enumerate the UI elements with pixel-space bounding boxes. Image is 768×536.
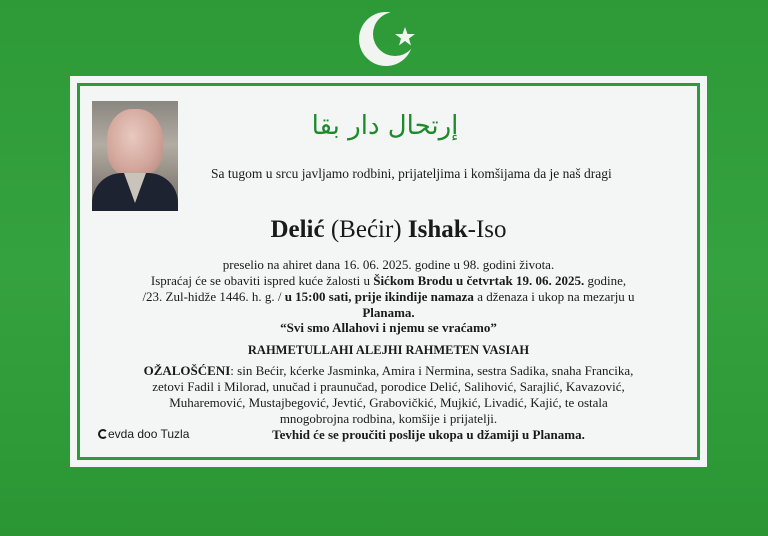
father-name: (Bećir) bbox=[330, 216, 402, 243]
intro-text: Sa tugom u srcu javljamo rodbini, prijateljima i komšijama da je naš dragi bbox=[211, 166, 612, 181]
svg-text:إرتحال دار بقا: إرتحال دار بقا bbox=[311, 111, 459, 141]
mourners-line-4: mnogobrojna rodbina, komšije i prijatelji. bbox=[279, 411, 498, 426]
burial-place: Planama. bbox=[362, 305, 415, 320]
deceased-name bbox=[70, 216, 707, 244]
nickname: -Iso bbox=[467, 216, 507, 243]
mourners-line-1: OŽALOŠĆENI: sin Bećir, kćerke Jasminka, Amira i Nermina, sestra Sadika, snaha Francika, bbox=[143, 363, 634, 378]
deceased-photo bbox=[92, 101, 178, 211]
mourners-line-3: Muharemović, Mustajbegović, Jevtić, Grabovičkić, Mujkić, Livadić, Kajić, te ostala bbox=[169, 395, 608, 410]
funeral-procession-line: Ispraćaj će se obaviti ispred kuće žalosti u Šićkom Brodu u četvrtak 19. 06. 2025. godine, bbox=[150, 273, 627, 288]
prayer-line: RAHMETULLAHI ALEJHI RAHMETEN VASIAH bbox=[247, 343, 530, 357]
given-name: Ishak bbox=[407, 216, 468, 243]
crescent-star-icon bbox=[357, 8, 419, 70]
tevhid-notice: Tevhid će se proučiti poslije ukopa u džamiji u Planama. bbox=[272, 427, 585, 442]
quran-verse: “Svi smo Allahovi i njemu se vraćamo” bbox=[280, 320, 497, 335]
arabic-calligraphy-heading bbox=[310, 94, 460, 152]
mourners-line-2: zetovi Fadil i Milorad, unučad i praunučad, porodice Delić, Salihović, Sarajlić, Kavazović, bbox=[152, 379, 625, 394]
surname: Delić bbox=[270, 216, 325, 243]
funeral-agency: evda doo Tuzla bbox=[98, 427, 189, 441]
death-date-line: preselio na ahiret dana 16. 06. 2025. godine u 98. godini života. bbox=[222, 257, 555, 272]
funeral-time-line: /23. Zul-hidže 1446. h. g. / u 15:00 sati, prije ikindije namaza a dženaza i ukop na mezarju u bbox=[142, 289, 635, 304]
mourners-label: OŽALOŠĆENI bbox=[143, 363, 231, 378]
obituary-notice bbox=[70, 76, 707, 467]
agency-logo-icon bbox=[98, 429, 108, 439]
